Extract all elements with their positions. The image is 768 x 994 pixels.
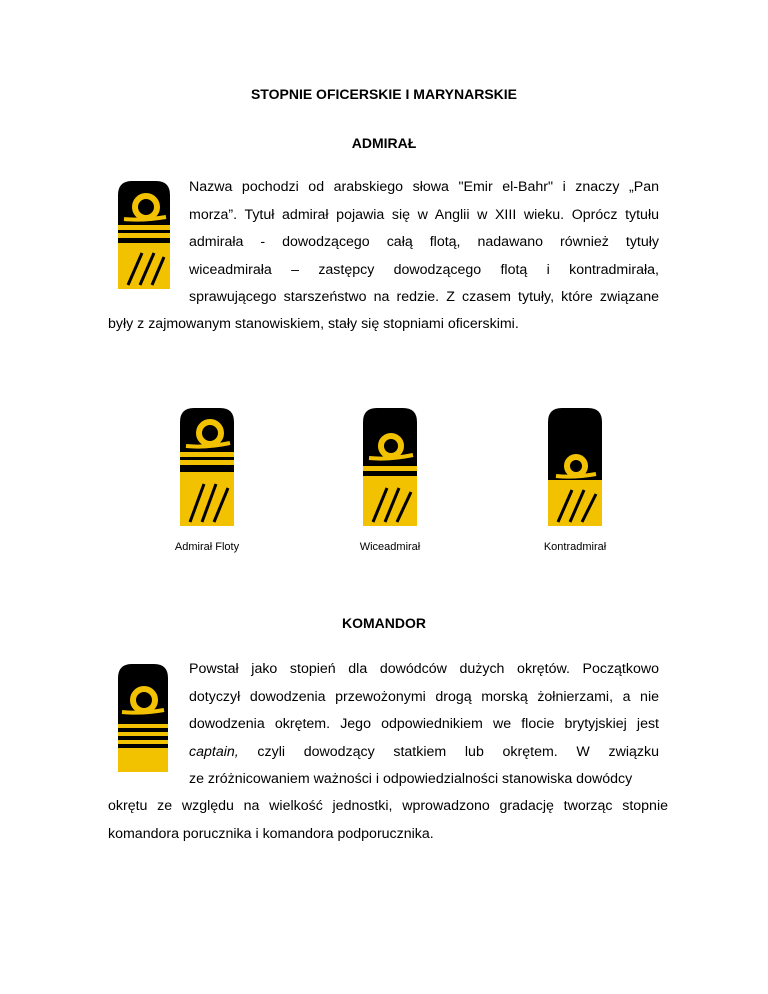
text-line-mixed xyxy=(189,739,659,767)
commodore-paragraph-wrapped xyxy=(189,656,659,794)
rank-caption: Wiceadmirał xyxy=(359,541,421,553)
admiral-shoulder-board-icon xyxy=(118,181,170,289)
rear-admiral-shoulder-board-icon xyxy=(548,408,602,526)
fleet-admiral-shoulder-board-icon xyxy=(180,408,234,526)
text-line: dowodzenia okrętem. Jego odpowiednikiem we flocie brytyjskiej jest xyxy=(189,716,659,732)
commodore-shoulder-board-icon xyxy=(118,664,168,772)
section-heading-admiral: ADMIRAŁ xyxy=(351,135,417,151)
admiral-paragraph-tail xyxy=(108,311,668,339)
text-line: ze zróżnicowaniem ważności i odpowiedzialności stanowiska dowódcy xyxy=(189,771,633,787)
text-fragment: czyli dowodzący statkiem lub okrętem. W związku xyxy=(257,743,659,760)
vice-admiral-shoulder-board-icon xyxy=(363,408,417,526)
text-line: były z zajmowanym stanowiskiem, stały się stopniami oficerskimi. xyxy=(108,316,519,332)
commodore-paragraph-tail xyxy=(108,793,668,848)
text-line: komandora porucznika i komandora podporucznika. xyxy=(108,825,434,842)
section-heading-commodore: KOMANDOR xyxy=(342,615,426,631)
document-title: STOPNIE OFICERSKIE I MARYNARSKIE xyxy=(250,86,518,102)
text-line: sprawującego starszeństwo na redzie. Z czasem tytuły, które związane xyxy=(189,289,659,305)
text-line: okrętu ze względu na wielkość jednostki, wprowadzono gradację tworząc stopnie xyxy=(108,798,668,814)
rank-caption: Admirał Floty xyxy=(174,541,240,553)
text-line: dotyczył dowodzenia przewożonymi drogą morską żołnierzami, a nie xyxy=(189,688,659,705)
text-line: wiceadmirała – zastępcy dowodzącego flotą i kontradmirała, xyxy=(189,261,659,278)
emphasis-captain: captain, xyxy=(189,743,239,760)
admiral-paragraph-wrapped xyxy=(189,174,659,312)
text-line: Powstał jako stopień dla dowódców dużych okrętów. Początkowo xyxy=(189,661,659,677)
text-line: morza”. Tytuł admirał pojawia się w Anglii w XIII wieku. Oprócz tytułu xyxy=(189,206,659,223)
text-line: Nazwa pochodzi od arabskiego słowa "Emir el-Bahr" i znaczy „Pan xyxy=(189,179,659,195)
text-line: admirała - dowodzącego całą flotą, nadawano również tytuły xyxy=(189,234,659,250)
rank-caption: Kontradmirał xyxy=(543,541,607,553)
